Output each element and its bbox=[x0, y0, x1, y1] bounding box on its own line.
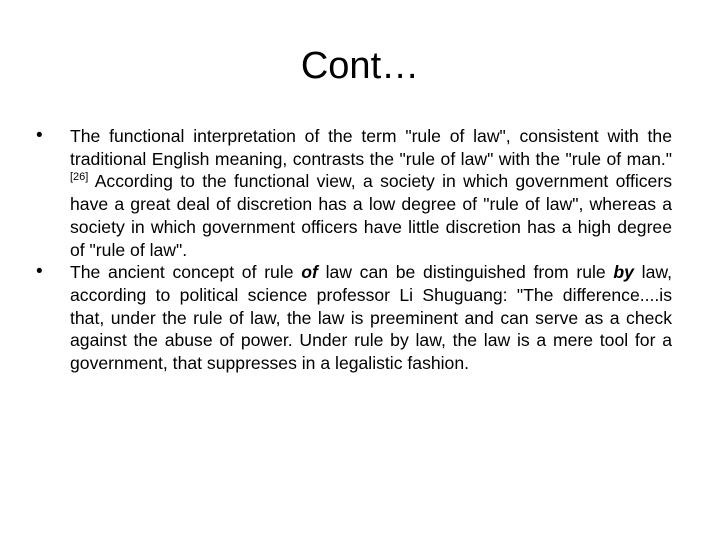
bullet-marker: • bbox=[36, 261, 43, 283]
emphasis-of: of bbox=[301, 262, 318, 283]
bullet-text-segment: law can be distinguished from rule bbox=[317, 262, 614, 283]
citation-superscript: [26] bbox=[70, 171, 89, 184]
bullet-item-functional-interpretation bbox=[36, 125, 672, 261]
bullet-text bbox=[70, 125, 672, 261]
bullet-text bbox=[70, 261, 672, 375]
bullet-text-segment: law, according to political science professor Li Shuguang: "The difference....is that, under the rule of law, the law is preeminent and can serve as a check against the abuse of power. Under rule by law, the law is a mere tool for a government, that suppresses in a legalistic fashion. bbox=[70, 262, 672, 374]
bullet-list bbox=[36, 125, 672, 375]
emphasis-by: by bbox=[613, 262, 634, 283]
bullet-text-segment: The functional interpretation of the term "rule of law", consistent with the traditional English meaning, contrasts the "rule of law" with the "rule of man." bbox=[70, 126, 672, 169]
bullet-text-segment: The ancient concept of rule bbox=[70, 262, 302, 283]
bullet-text-segment: According to the functional view, a society in which government officers have a great deal of discretion has a low degree of "rule of law", whereas a society in which government officers have little discretion has a high degree of "rule of law". bbox=[70, 171, 672, 260]
slide-title: Cont… bbox=[300, 45, 420, 87]
bullet-item-rule-of-vs-by-law bbox=[36, 261, 672, 375]
bullet-marker: • bbox=[36, 125, 43, 146]
